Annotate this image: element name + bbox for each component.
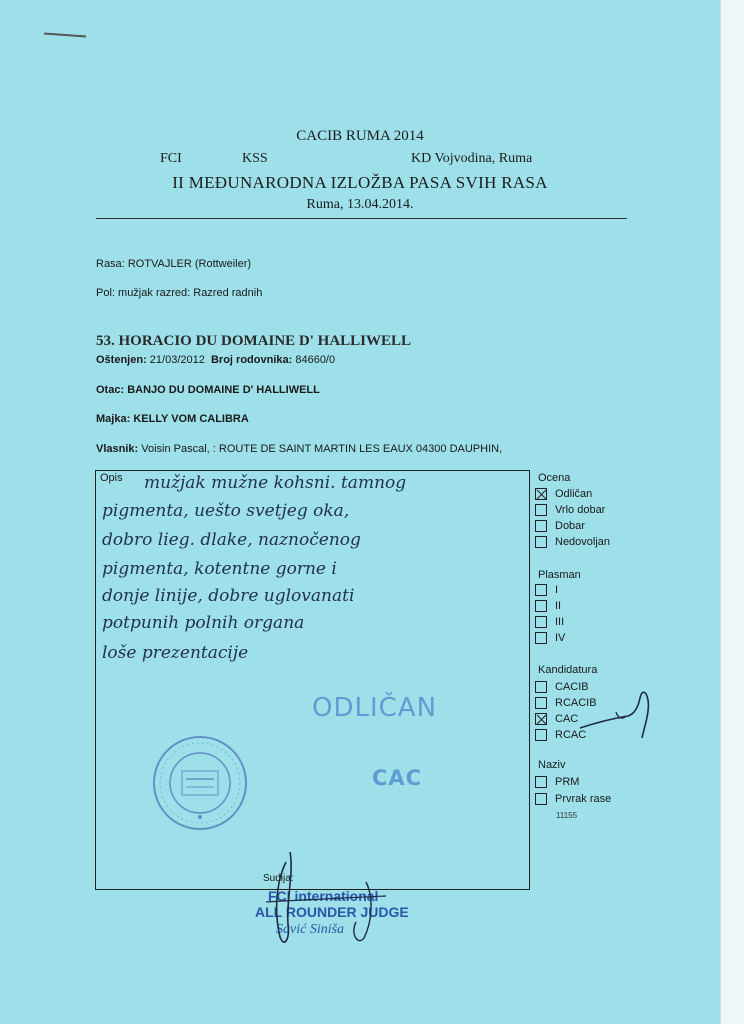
checkbox[interactable]: [535, 488, 547, 500]
checkbox[interactable]: [535, 729, 547, 741]
club-seal-icon: [150, 733, 250, 833]
field-majka: Majka: KELLY VOM CALIBRA: [96, 413, 249, 425]
scan-edge: [720, 0, 744, 1024]
plasman-iv[interactable]: IV: [535, 631, 565, 645]
ocena-title: Ocena: [538, 472, 571, 484]
opis-label: Opis: [100, 472, 123, 484]
kandidatura-rcacib[interactable]: RCACIB: [535, 696, 597, 710]
opis-line: dobro lieg. dlake, naznočenog: [102, 530, 361, 550]
judge-signature-icon: [246, 842, 406, 952]
checkbox[interactable]: [535, 697, 547, 709]
header-divider: [96, 218, 627, 219]
naziv-prm[interactable]: PRM: [535, 775, 579, 789]
checkbox[interactable]: [535, 504, 547, 516]
kandidatura-cacib[interactable]: CACIB: [535, 680, 589, 694]
plasman-ii[interactable]: II: [535, 599, 561, 613]
grade-stamp: ODLIČAN: [312, 693, 438, 723]
naziv-title: Naziv: [538, 759, 566, 771]
judge-stamp-line1: FCI international: [268, 888, 379, 904]
opis-line: mužjak mužne kohsni. tamnog: [144, 473, 407, 493]
field-pol: Pol: mužjak razred: Razred radnih: [96, 287, 263, 299]
scan-mark: [44, 33, 86, 38]
field-vlasnik: Vlasnik: Voisin Pascal, : ROUTE DE SAINT MARTIN LES EAUX 04300 DAUPHIN,: [96, 443, 503, 455]
org-kd: KD Vojvodina, Ruma: [411, 151, 533, 166]
plasman-title: Plasman: [538, 569, 581, 581]
reference-code: 11155: [556, 811, 578, 820]
judge-label: Sudija:: [263, 873, 294, 884]
field-birth-pedigree: Oštenjen: 21/03/2012 Broj rodovnika: 84660/0: [96, 354, 336, 366]
ocena-nedovoljan[interactable]: Nedovoljan: [535, 535, 610, 549]
initials-signature-icon: [578, 688, 662, 744]
checkbox[interactable]: [535, 776, 547, 788]
kandidatura-rcac[interactable]: RCAC: [535, 728, 586, 742]
field-otac: Otac: BANJO DU DOMAINE D' HALLIWELL: [96, 384, 320, 396]
checkbox[interactable]: [535, 632, 547, 644]
judge-stamp-name: Savić Siniša: [276, 922, 345, 937]
ocena-vrlo-dobar[interactable]: Vrlo dobar: [535, 503, 605, 517]
opis-line: pigmenta, kotentne gorne i: [102, 559, 337, 579]
checkbox[interactable]: [535, 616, 547, 628]
place-date: Ruma, 13.04.2014.: [306, 197, 414, 212]
event-title: CACIB RUMA 2014: [296, 128, 424, 144]
org-kss: KSS: [242, 151, 268, 166]
checkbox[interactable]: [535, 793, 547, 805]
show-name: II MEĐUNARODNA IZLOŽBA PASA SVIH RASA: [172, 173, 548, 192]
checkbox[interactable]: [535, 681, 547, 693]
checkbox[interactable]: [535, 584, 547, 596]
ocena-dobar[interactable]: Dobar: [535, 519, 585, 533]
dog-name: 53. HORACIO DU DOMAINE D' HALLIWELL: [96, 333, 412, 349]
field-rasa: Rasa: ROTVAJLER (Rottweiler): [96, 258, 252, 270]
org-fci: FCI: [160, 151, 182, 166]
plasman-iii[interactable]: III: [535, 615, 564, 629]
checkbox[interactable]: [535, 536, 547, 548]
checkbox[interactable]: [535, 600, 547, 612]
kandidatura-cac[interactable]: CAC: [535, 712, 578, 726]
kandidatura-title: Kandidatura: [538, 664, 598, 676]
checkbox[interactable]: [535, 713, 547, 725]
opis-line: donje linije, dobre uglovanati: [102, 586, 355, 606]
ocena-odlican[interactable]: Odličan: [535, 487, 592, 501]
naziv-prvak-rase[interactable]: Prvrak rase: [535, 792, 611, 806]
plasman-i[interactable]: I: [535, 583, 558, 597]
opis-line: pigmenta, uešto svetjeg oka,: [102, 501, 350, 521]
checkbox[interactable]: [535, 520, 547, 532]
title-stamp: CAC: [372, 766, 423, 790]
opis-line: loše prezentacije: [102, 643, 249, 663]
opis-line: potpunih polnih organa: [102, 613, 305, 633]
judge-stamp-line2: ALL ROUNDER JUDGE: [255, 904, 409, 920]
